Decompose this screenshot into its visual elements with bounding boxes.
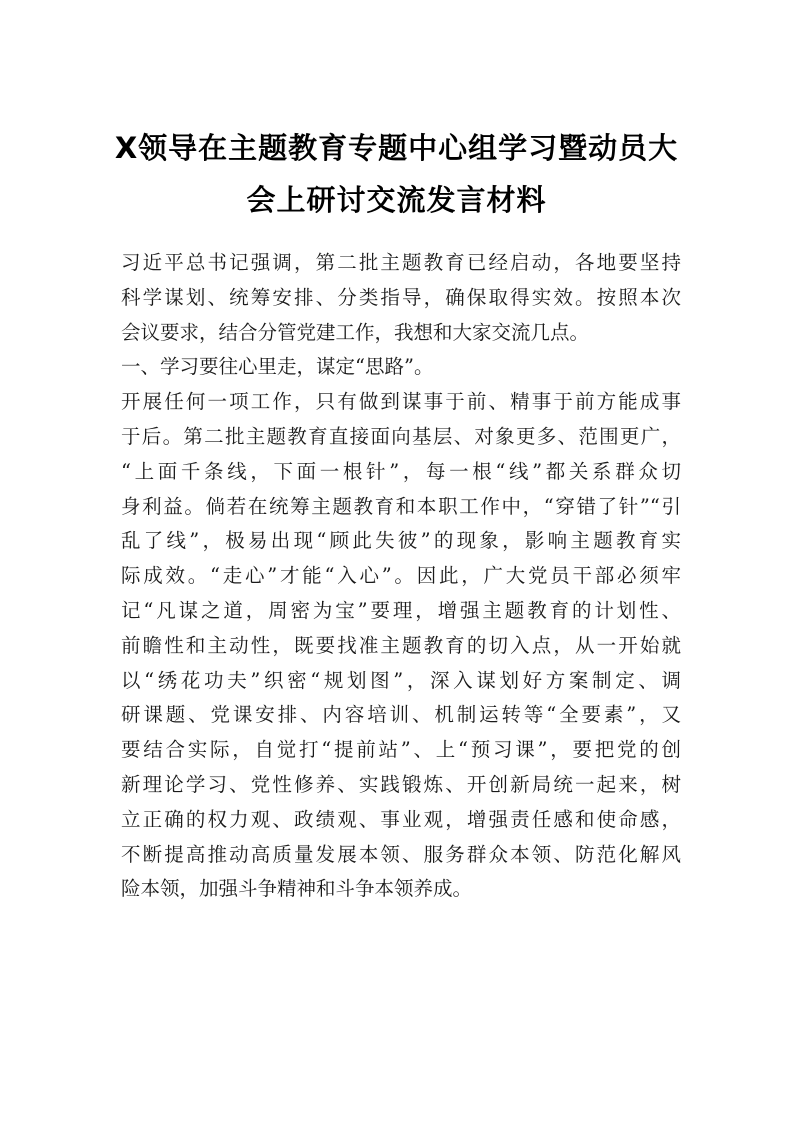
document-title bbox=[100, 122, 693, 226]
body-line-16: 新理论学习、党性修养、实践锻炼、开创新局统一起来，树 bbox=[121, 772, 681, 796]
title-line-1: X领导在主题教育专题中心组学习暨动员大 bbox=[114, 131, 679, 165]
body-line-6: 于后。第二批主题教育直接面向基层、对象更多、范围更广， bbox=[121, 424, 681, 448]
body-line-14: 研课题、党课安排、内容培训、机制运转等“全要素”，又 bbox=[121, 703, 681, 727]
body-line-15: 要结合实际，自觉打“提前站”、上“预习课”，要把党的创 bbox=[121, 738, 681, 762]
body-line-18: 不断提高推动高质量发展本领、服务群众本领、防范化解风 bbox=[121, 842, 681, 866]
body-line-19: 险本领，加强斗争精神和斗争本领养成。 bbox=[121, 877, 473, 901]
body-line-13: 以“绣花功夫”织密“规划图”，深入谋划好方案制定、调 bbox=[121, 668, 681, 692]
body-line-5: 开展任何一项工作，只有做到谋事于前、精事于前方能成事 bbox=[121, 390, 681, 414]
body-line-9: 乱了线”，极易出现“顾此失彼”的现象，影响主题教育实 bbox=[121, 529, 681, 553]
body-line-8: 身利益。倘若在统筹主题教育和本职工作中，“穿错了针”“引 bbox=[121, 494, 681, 518]
body-line-10: 际成效。“走心”才能“入心”。因此，广大党员干部必须牢 bbox=[121, 564, 681, 588]
body-line-12: 前瞻性和主动性，既要找准主题教育的切入点，从一开始就 bbox=[121, 633, 681, 657]
body-line-2: 科学谋划、统筹安排、分类指导，确保取得实效。按照本次 bbox=[121, 285, 681, 309]
body-line-1: 习近平总书记强调，第二批主题教育已经启动，各地要坚持 bbox=[121, 251, 681, 274]
body-line-11: 记“凡谋之道，周密为宝”要理，增强主题教育的计划性、 bbox=[121, 598, 681, 622]
document-body bbox=[121, 246, 681, 907]
body-line-7: “上面千条线，下面一根针”，每一根“线”都关系群众切 bbox=[121, 459, 681, 483]
section-heading-1: 一、学习要往心里走，谋定“思路”。 bbox=[121, 355, 434, 379]
title-line-2: 会上研讨交流发言材料 bbox=[246, 183, 547, 217]
body-line-3: 会议要求，结合分管党建工作，我想和大家交流几点。 bbox=[121, 320, 590, 344]
body-line-17: 立正确的权力观、政绩观、事业观，增强责任感和使命感， bbox=[121, 807, 681, 831]
